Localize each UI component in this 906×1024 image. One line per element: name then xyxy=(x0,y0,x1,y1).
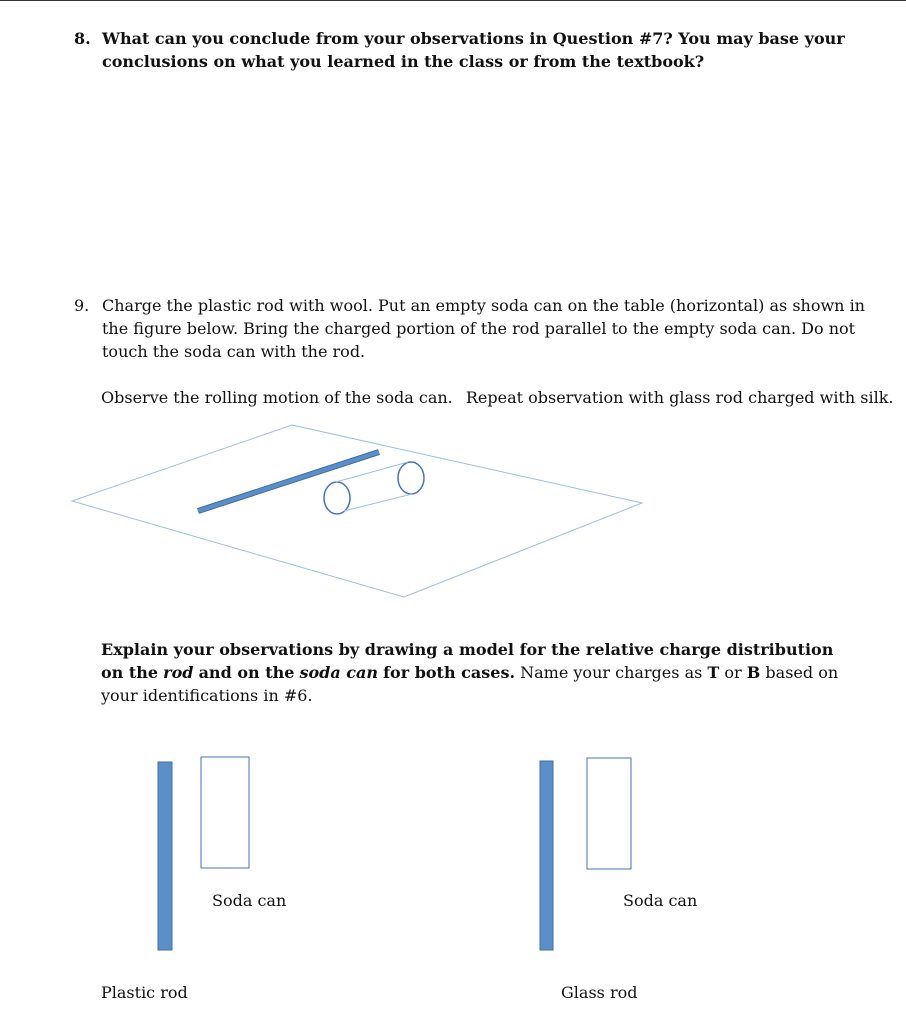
soda-can-box-left xyxy=(201,757,249,868)
observe-part2: Repeat observation with glass rod charged with silk. xyxy=(465,388,894,407)
explain-part4: Name your charges as xyxy=(520,663,703,682)
explain-part2: and on the xyxy=(198,663,295,682)
explain-b: B xyxy=(746,663,761,682)
explain-part3: for both cases. xyxy=(383,663,516,682)
explain-rod: rod xyxy=(163,663,194,682)
glass-rod-label: Glass rod xyxy=(561,983,638,1002)
observe-part1: Observe the rolling motion of the soda can. xyxy=(101,388,453,407)
plastic-rod-vertical xyxy=(158,762,172,950)
soda-can-box-right xyxy=(587,758,631,869)
explain-t: T xyxy=(707,663,720,682)
table-plane xyxy=(72,425,642,597)
question-8-number: 8. xyxy=(74,29,91,48)
explain-part1: Explain your observations by drawing a model for the relative charge distribution on the xyxy=(101,640,834,682)
glass-rod-vertical xyxy=(540,761,553,950)
soda-can-label-right: Soda can xyxy=(623,891,698,910)
plastic-rod-label: Plastic rod xyxy=(101,983,188,1002)
soda-can-end-front xyxy=(324,482,350,514)
explain-instruction xyxy=(101,638,861,707)
explain-or: or xyxy=(724,663,742,682)
explain-soda-can: soda can xyxy=(299,663,379,682)
explain-part5: based on your identifications in #6. xyxy=(101,663,839,705)
soda-can-end-back xyxy=(398,462,424,494)
question-9-number: 9. xyxy=(74,296,90,315)
plastic-rod-on-table-highlight xyxy=(198,452,379,511)
question-8-text: What can you conclude from your observations in Question #7? You may base your conclusions on what you learned in the class or from the textbook? xyxy=(102,29,845,71)
question-9-text: Charge the plastic rod with wool. Put an empty soda can on the table (horizontal) as shown in the figure below. Bring the charged portion of the rod parallel to the empty soda can. Do not touch the soda can with the rod. xyxy=(102,296,865,361)
soda-can-side-bottom xyxy=(344,494,412,511)
soda-can-label-left: Soda can xyxy=(212,891,287,910)
